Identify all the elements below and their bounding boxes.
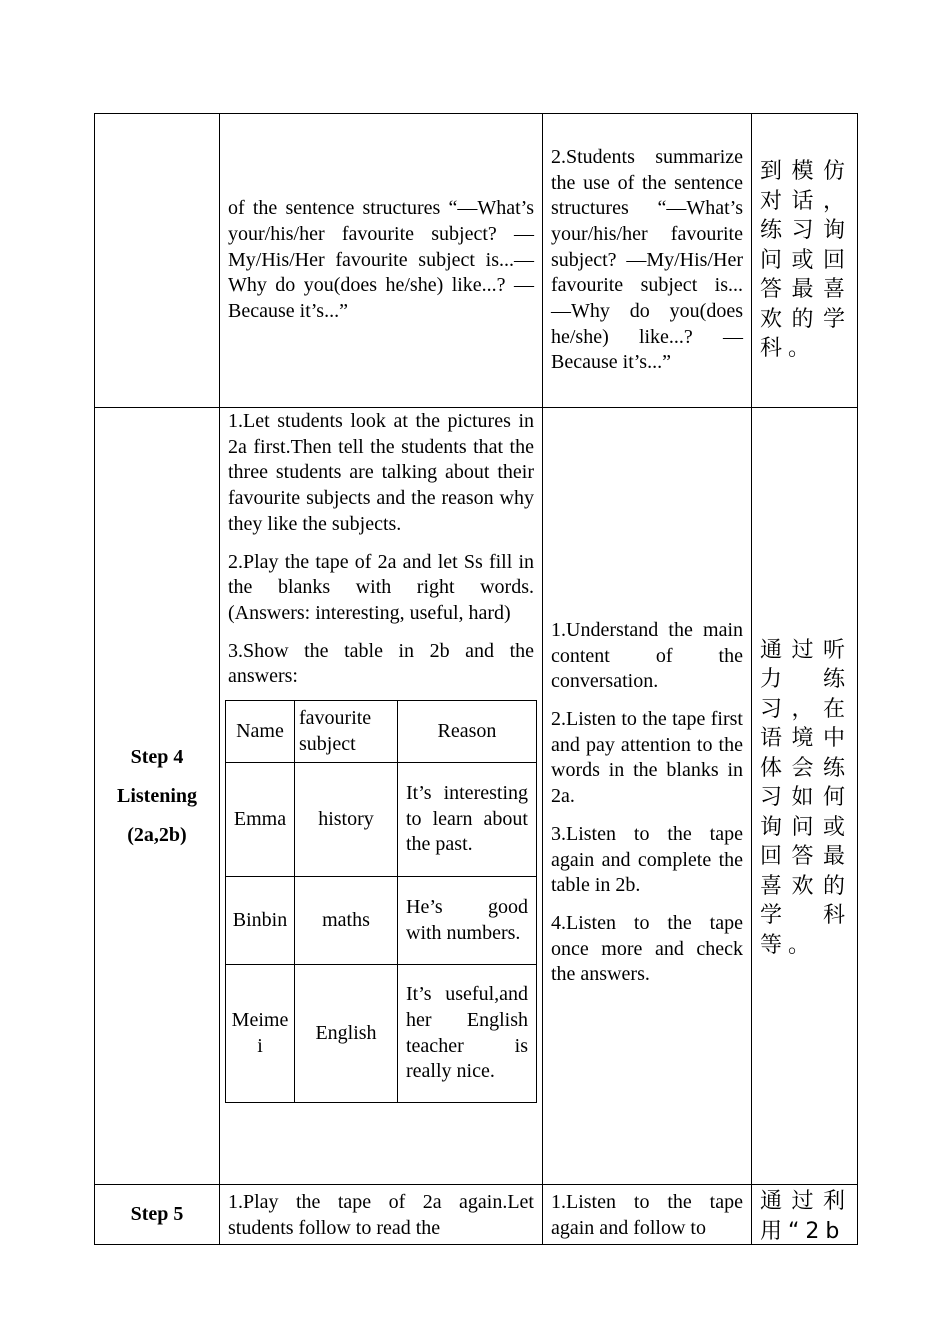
lesson-plan-table [94, 113, 858, 1245]
teacher-activity-text: 2.Play the tape of 2a and let Ss fill in the blanks with right words.(Answers: interesting, useful, hard) [228, 550, 534, 624]
purpose-cell [752, 1185, 858, 1245]
teacher-activity-cell [220, 1185, 543, 1245]
student-activity-text: 1.Understand the main content of the conversation. [551, 618, 743, 693]
table-cell: Emma [226, 763, 295, 877]
step-range: (2a,2b) [127, 823, 187, 846]
teacher-activity-text: 1.Let students look at the pictures in 2a first.Then tell the students that the three students are talking about their favourite subjects and the reason why they like the subjects. [228, 410, 534, 535]
student-activity-text: 2.Listen to the tape first and pay attention to the words in the blanks in 2a. [551, 708, 743, 808]
student-activity-cell [543, 408, 752, 1185]
student-activity-text: 3.Listen to the tape again and complete the table in 2b. [551, 822, 743, 897]
table-cell: English [295, 965, 398, 1103]
step-title: Step 5 [130, 1203, 184, 1225]
step-subtitle: Listening [116, 784, 198, 807]
student-activity-cell [543, 1185, 752, 1245]
purpose-text: 通过利用“2b [760, 1189, 851, 1243]
table-row [95, 408, 858, 1185]
table-cell: It’s useful,and her English teacher is really nice. [398, 965, 537, 1103]
student-activity-text: 1.Listen to the tape again and follow to [551, 1191, 743, 1239]
teacher-activity-text: 1.Play the tape of 2a again.Let students follow to read the [228, 1191, 534, 1239]
table-cell: It’s interesting to learn about the past. [398, 763, 537, 877]
student-activity-text: 4.Listen to the tape once more and check the answers. [551, 911, 743, 986]
table-cell: He’s good with numbers. [398, 877, 537, 965]
teacher-activity-cell [220, 114, 543, 408]
teacher-activity-text: 3.Show the table in 2b and the answers: [228, 639, 534, 688]
table-row [226, 965, 537, 1103]
table-cell: Binbin [226, 877, 295, 965]
step-title: Step 4 [130, 745, 184, 768]
header-cell: Name [226, 701, 295, 763]
teacher-activity-cell [220, 408, 543, 1185]
table-cell: Meimei [226, 965, 295, 1103]
answers-table [225, 700, 537, 1103]
table-row [226, 763, 537, 877]
purpose-text: 通过听力练习，在语境中体会练习如何询问或回答最喜欢的学科等。 [760, 637, 851, 958]
student-activity-text: 2.Students summarize the use of the sentence structures “—What’s your/his/her favourite subject? —My/His/Her favourite subject is... —Why do you(does he/she) like...? —Because it’s...” [551, 145, 743, 374]
header-cell: favourite subject [295, 701, 398, 763]
table-cell: history [295, 763, 398, 877]
table-cell: maths [295, 877, 398, 965]
step-cell [95, 1185, 220, 1245]
step-cell-empty [95, 114, 220, 408]
table-row [226, 877, 537, 965]
table-row [95, 114, 858, 408]
purpose-cell [752, 408, 858, 1185]
student-activity-cell [543, 114, 752, 408]
table-row [95, 1185, 858, 1245]
purpose-cell [752, 114, 858, 408]
purpose-text: 到模仿对话，练习询问或回答最喜欢的学科。 [760, 159, 851, 362]
table-header-row [226, 701, 537, 763]
step-cell [95, 408, 220, 1185]
teacher-activity-text: of the sentence structures “—What’s your/his/her favourite subject? —My/His/Her favourite subject is...—Why do you(does he/she) like...? —Because it’s...” [228, 197, 534, 323]
header-cell: Reason [398, 701, 537, 763]
